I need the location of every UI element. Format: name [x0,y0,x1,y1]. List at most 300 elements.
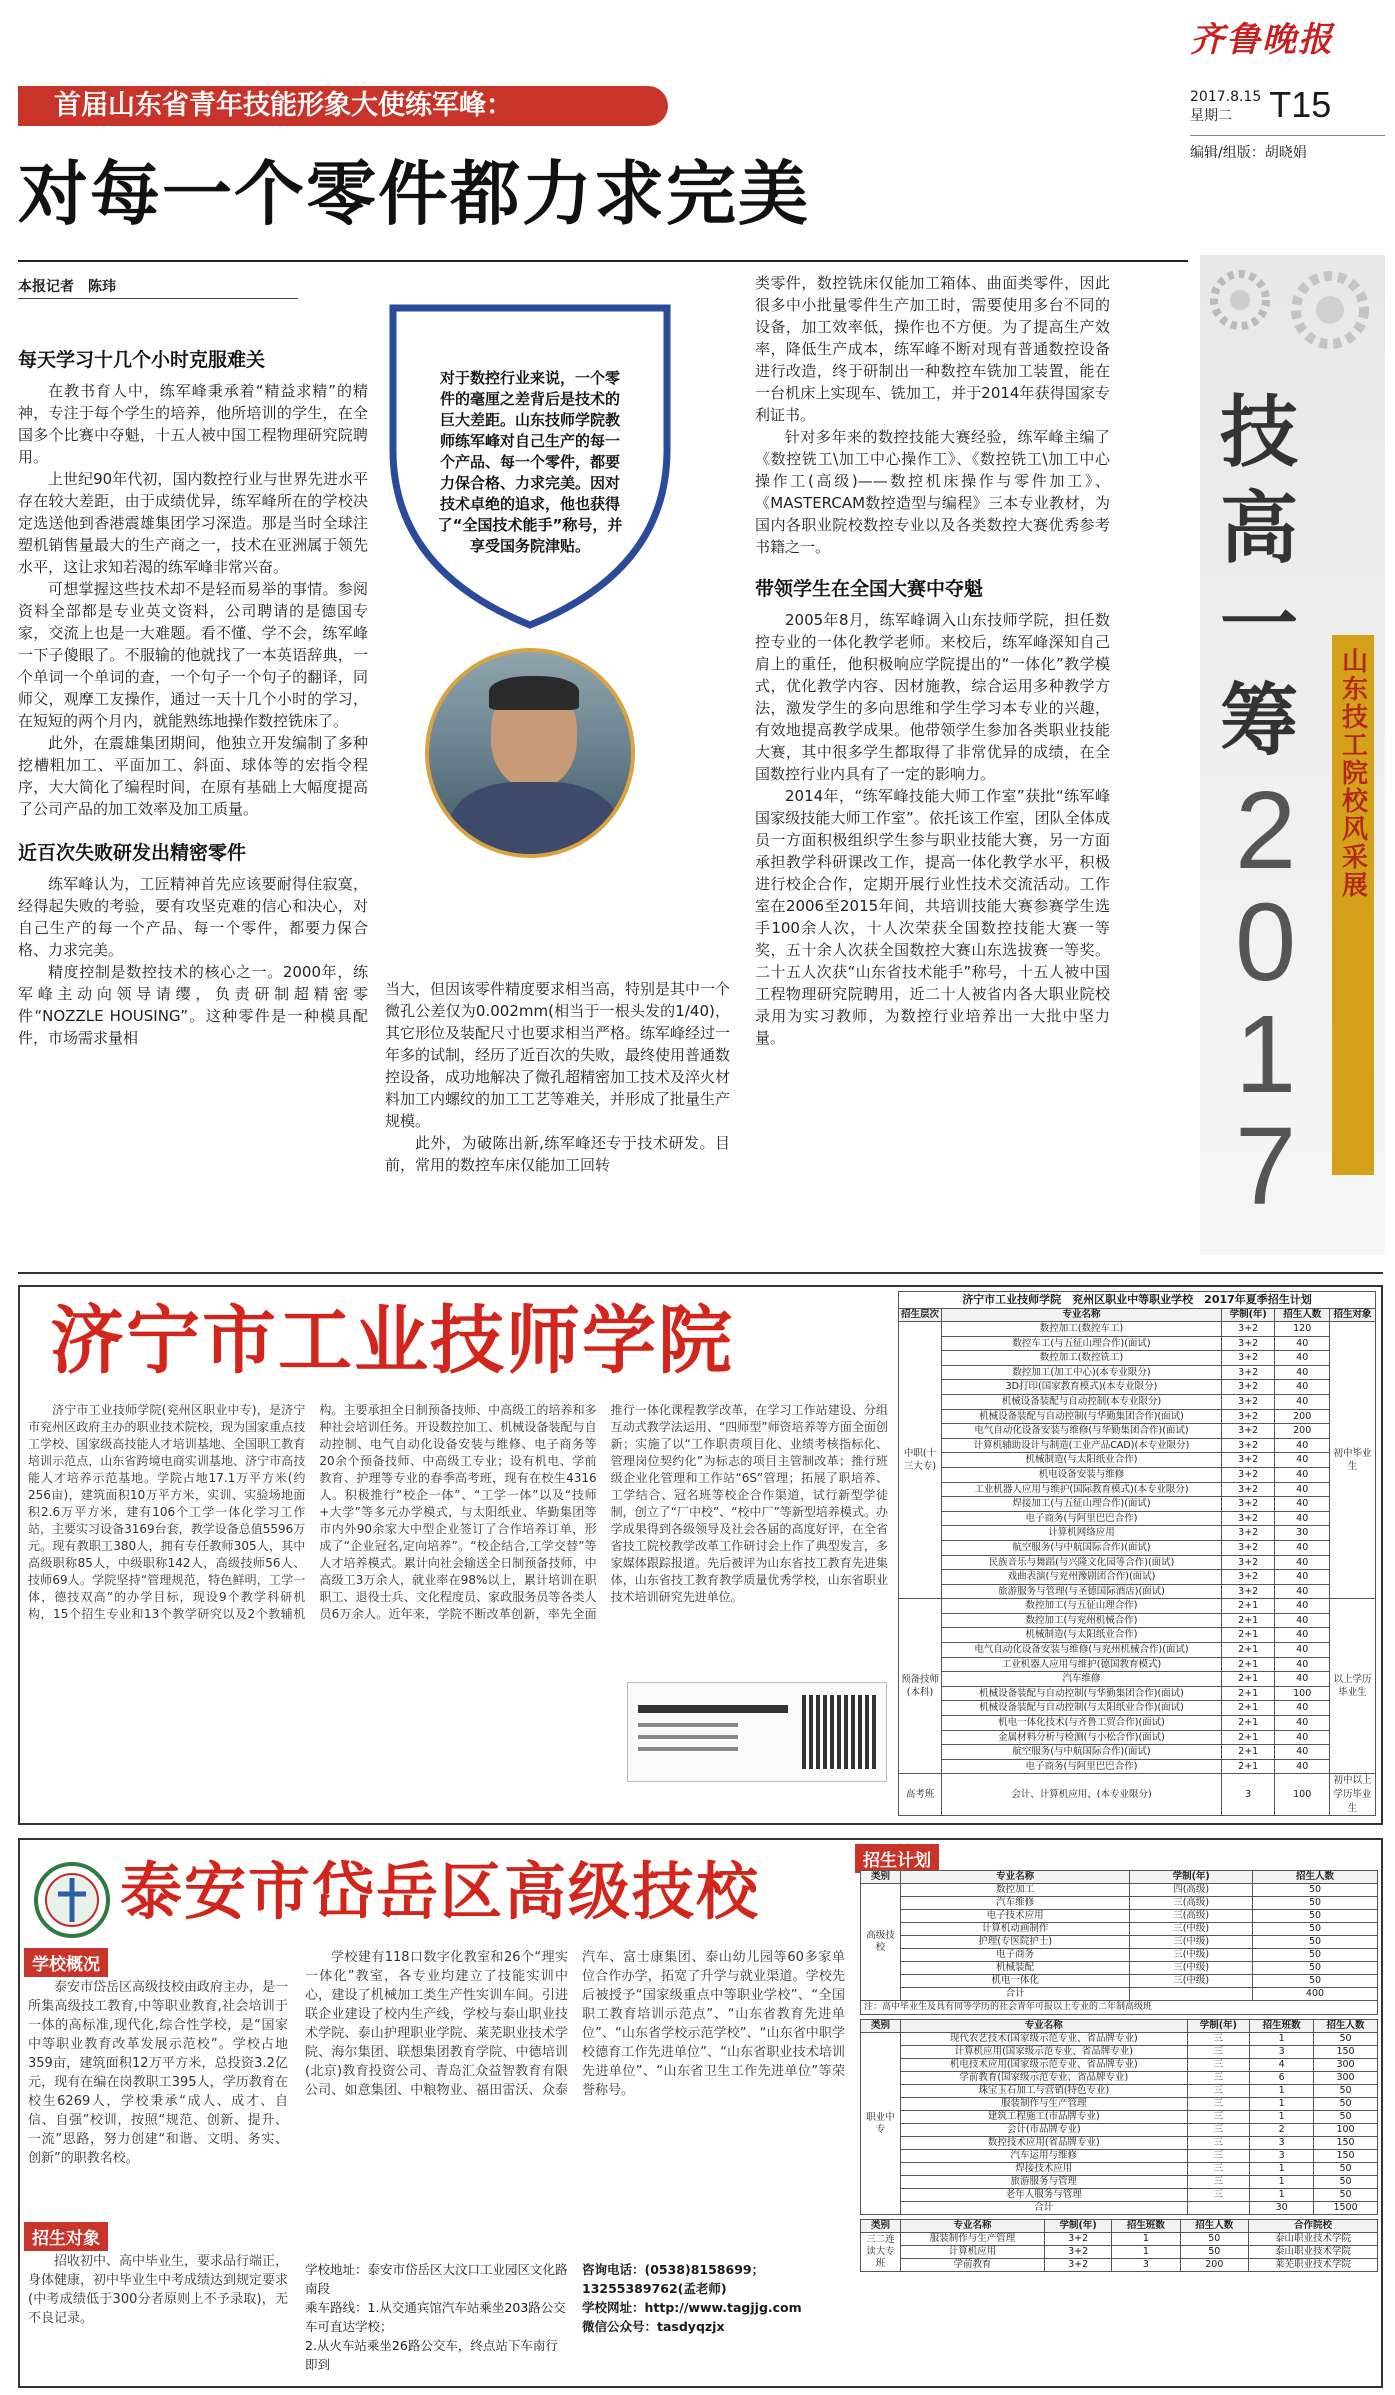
duration-cell: 2+1 [1221,1613,1274,1628]
table-row [861,2189,1378,2202]
cell: 老年人服务与管理 [901,2189,1188,2202]
table-header: 招生对象 [1330,1309,1376,1322]
cell: 服装制作与生产管理 [901,2233,1045,2246]
duration-cell: 2+1 [1221,1672,1274,1687]
major-cell: 旅游服务与管理(与圣德国际酒店)(面试) [942,1584,1222,1599]
table-header: 招生班数 [1250,2020,1314,2033]
cell: 汽车维修 [901,1897,1130,1910]
major-cell: 机电设备安装与维修 [942,1467,1222,1482]
issue-weekday: 星期二 [1190,108,1232,124]
duration-cell: 2+1 [1221,1701,1274,1716]
cell: 1 [1112,2246,1180,2259]
quote-shield [385,300,675,630]
cell: 机电一体化 [901,1975,1130,1988]
cell: 50 [1252,1910,1377,1923]
cell: 机电技术应用(国家级示范专业、省品牌专业) [901,2059,1188,2072]
level-cell: 高考班 [899,1774,942,1816]
table-row [899,1759,1376,1774]
table-header: 专业名称 [901,2020,1188,2033]
quota-cell: 120 [1275,1322,1330,1337]
table-header: 招生班数 [1112,2220,1180,2233]
quota-cell: 200 [1275,1409,1330,1424]
table-row [899,1438,1376,1453]
quota-cell: 40 [1275,1540,1330,1555]
table-row [899,1394,1376,1409]
byline: 本报记者 陈玮 [18,276,298,299]
newspaper-logo: 齐鲁晚报 [1190,20,1334,60]
duration-cell: 3+2 [1221,1526,1274,1541]
major-cell: 计算机网络应用 [942,1526,1222,1541]
cell: 50 [1314,2189,1378,2202]
article-col-right: 类零件，数控铣床仅能加工箱体、曲面类零件，因此很多中小批量零件生产加工时，需要使用多台不同的设备，加工效率低，操作也不方便。为了提高生产效率，降低生产成本，练军峰不断对现有普通数控设备进行改造，终于研制出一种数控车铣加工装置，能在一台机床上实现车、铣加工，并于2014年获得国家专利证书。 针对多年来的数控技能大赛经验，练军峰主编了《数控铣工\加工中心操作工》、《数控铣工\加工中心操作工(高级)——数控机床操作与零件加工》、《MASTERCAM数控造型与编程》三本专业教材，为国内各职业院校数控专业以及各类数控大赛优秀参考书籍之一。 带领学生在全国大赛中夺魁 2005年8月，练军峰调入山东技师学院，担任数控专业的一体化教学老师。来校后，练军峰深知自己肩上的重任，他积极响应学院提出的“一体化”教学模式，优化教学内容、因材施教，综合运用多种教学方法，激发学生的多向思维和学生学习本专业的兴趣，有效地提高教学成果。他带领学生参加各类职业技能大赛，其中很多学生都取得了非常优异的成绩，在全国数控行业内具有了一定的影响力。 2014年，“练军峰技能大师工作室”获批“练军峰国家级技能大师工作室”。依托该工作室，团队全体成员一方面积极组织学生参与职业技能大赛，另一方面承担教学科研课改工作，提高一体化教学水平，积极进行校企合作，定期开展行业性技术交流活动。工作室在2006至2015年间，共培训技能大赛参赛学生选手100余人次，十人次荣获全国数控技能大赛一等奖，五十余人次获全国数控大赛山东选拔赛一等奖。二十五人次获“山东省技术能手”称号，十五人被中国工程物理研究院聘用，近二十人被省内各大职业院校录用为实习教师，为数控行业培养出一大批中坚力量。 [755,274,1110,1047]
cell: 1500 [1314,2202,1378,2215]
major-cell: 机械设备装配与自动控制(与华勤集团合作)(面试) [942,1409,1222,1424]
cell: 学前教育 [901,2259,1045,2272]
enroll-plan-tag: 招生计划 [855,1844,939,1873]
cell: 3 [1112,2259,1180,2272]
overview-tag: 学校概况 [24,1948,108,1977]
table-row [899,1599,1376,1614]
table-row [861,2233,1378,2246]
table-header: 专业名称 [901,2220,1045,2233]
cell: 1 [1250,2085,1314,2098]
pull-quote: 对于数控行业来说，一个零件的毫厘之差背后是技术的巨大差距。山东技师学院教师练军峰对自己生产的每一个产品、每一个零件，都要力保合格、力求完美。因对技术卓绝的追求，他也获得了“全国技术能手”称号，并享受国务院津贴。 [437,369,623,555]
major-cell: 机械设备装配与自动控制(与华勤集团合作)(面试) [942,1686,1222,1701]
major-cell: 数控加工(数控铣工) [942,1351,1222,1366]
table-header: 学制(年) [1187,2020,1250,2033]
cell: 30 [1250,2202,1314,2215]
table-row [861,1897,1378,1910]
table-row [861,2246,1378,2259]
major-cell: 数控加工(与五征山理合作) [942,1599,1222,1614]
cell [1187,2202,1250,2215]
cell: 三(中级) [1130,1923,1253,1936]
table-header: 类别 [861,2020,901,2033]
table-row [899,1745,1376,1760]
duration-cell: 3+2 [1221,1453,1274,1468]
table-row [899,1701,1376,1716]
cell: 会计(市品牌专业) [901,2124,1188,2137]
major-cell: 航空服务(与中航国际合作)(面试) [942,1540,1222,1555]
cell: 4 [1250,2059,1314,2072]
quota-cell: 40 [1275,1701,1330,1716]
table-header: 专业名称 [901,1871,1130,1884]
table-header: 类别 [861,1871,901,1884]
quota-cell: 40 [1275,1438,1330,1453]
major-cell: 机械设备装配与自动控制(本专业限分) [942,1394,1222,1409]
table-row [899,1555,1376,1570]
table-row [861,2098,1378,2111]
quota-cell: 40 [1275,1394,1330,1409]
ad2-name: 泰安市岱岳区高级技校 [120,1855,761,1928]
duration-cell: 3+2 [1221,1482,1274,1497]
table-row [861,2137,1378,2150]
cell: 三 [1187,2046,1250,2059]
duration-cell: 3+2 [1221,1409,1274,1424]
duration-cell: 3+2 [1221,1336,1274,1351]
side-banner [1200,255,1385,1255]
duration-cell: 2+1 [1221,1745,1274,1760]
quota-cell: 40 [1275,1555,1330,1570]
quota-cell: 40 [1275,1613,1330,1628]
issue-date: 2017.8.15 [1190,89,1262,105]
table-row [861,2033,1378,2046]
cell: 三 [1187,2085,1250,2098]
table-row [899,1672,1376,1687]
quota-cell: 40 [1275,1643,1330,1658]
duration-cell: 2+1 [1221,1628,1274,1643]
cell: 三 [1187,2072,1250,2085]
level-cell: 预备技师(本科) [899,1599,942,1774]
cell: 50 [1314,2163,1378,2176]
cell: 1 [1250,2098,1314,2111]
cell: 三 [1187,2137,1250,2150]
table-row [899,1730,1376,1745]
table-header: 招生层次 [899,1309,942,1322]
ad2-plan-tables: 类别 专业名称 学制(年) 招生人数 高级技校 数控加工 四(高级) 50 汽车维修 三(高级) 50 电子技术应用 三(高级) 50 计算机动画制作 三(中级) 50 护理(专医院护士) 三(中级) 50 电子商务 三(中级) 50 机械装配 三(中级) 50 机电一体化 三(中级) 50 合计 400 注：高中毕业生及具有同等学历的社会青年可报以上专业的二年制高级班 类别 专业名称 学制(年) 招生班数 招生人数 职业中专 现代农艺技术(国家级示范专业、省品牌专业) 三 1 50 计算机应用(国家级示范专业、省品牌专业) 三 3 150 机电技术应用(国家级示范专业、省品牌专业) 三 4 300 学前教育(国家级示范专业、省品牌专业) 三 6 300 珠宝玉石加工与营销(特色专业) 三 1 50 服装制作与生产管理 三 1 50 建筑工程施工(市品牌专业) 三 1 50 会计(市品牌专业) 三 2 100 数控技术应用(省品牌专业) 三 3 150 汽车运用与维修 三 3 150 焊接技术应用 三 1 50 旅游服务与管理 三 1 50 老年人服务与管理 三 1 50 合计 30 1500 类别 专业名称 学制(年) 招生班数 招生人数 合作院校 三二连读大专班 服装制作与生产管理 3+2 1 50 泰山职业技术学院 计算机应用 3+2 1 50 泰山职业技术学院 学前教育 3+2 3 200 莱芜职业技术学院 [860,1870,1378,2385]
portrait-photo [425,648,635,858]
cell: 汽车运用与维修 [901,2150,1188,2163]
target-cell: 初中毕业生 [1330,1322,1376,1599]
quota-cell: 40 [1275,1672,1330,1687]
cell: 三 [1187,2189,1250,2202]
table-row [899,1482,1376,1497]
cell: 三 [1187,2176,1250,2189]
ad1-text: 济宁市工业技师学院(兖州区职业中专)，是济宁市兖州区政府主办的职业技术院校，现为国家重点技工学校、国家级高技能人才培训基地、全国职工教育培训示范点，山东省跨境电商实训基地、济宁市高技能人才培养示范基地。学院占地17.1万平方米(约256亩)，建筑面积10万平方米，实训、实验场地面积2.6万平方米，建有106个工学一体化学习工作站，主要实习设备3169台套，教学设备总值5596万元。现有教职工380人，拥有专任教师305人，其中高级职称85人，中级职称142人，高级技师56人、技师69人。学院坚持“管理规范，特色鲜明，工学一体，德技双高”的办学目标，现设9个教学科研机构，15个招生专业和13个教学研究以及2个教辅机构。主要承担全日制预备技师、中高级工的培养和多种社会培训任务。开设数控加工、机械设备装配与自动控制、电气自动化设备安装与维修、电子商务等20余个预备技师、中高级工专业；设有机电、学前教育、护理等专业的春季高考班，现有在校生4316人。积极推行“校企一体”、“工学一体”以及“技师+大学”等多元办学模式，与太阳纸业、华勤集团等市内外90余家大中型企业签订了合作培养订单，形成了“企业冠名,定向培养”。“校企结合,工学交替”等人才培养模式。累计向社会输送全日制预备技师，中高级工3万余人，就业率在98%以上，累计培训在职职工、退役士兵、文化程度员、家政服务员等各类人员6万余人。近年来，学院不断改革创新，率先全面推行一体化课程教学改革，在学习工作站建设、分组互动式教学法运用、“四师型”师资培养等方面全面创新；实施了以“工作职责项目化、业绩考核指标化、管理岗位契约化”为标志的项目主管制改革；推行班级企业化管理和工作站“6S”管理；拓展了职培养、工学结合、冠名班等校企合作渠道，试行新型学徒制，创立了“厂中校”、“校中厂”等新型培养模式。办学成果得到各级领导及社会各届的高度好评，在全省省技工院校教学改革工作研讨会上作了典型发言，多家媒体跟踪报道。先后被评为山东省技工教育先进集体，山东省技工教育教学质量优秀学校，山东省职业技术培训研究先进单位。 [28,1403,888,1621]
cell: 计算机应用 [901,2246,1045,2259]
quota-cell: 40 [1275,1336,1330,1351]
table-header: 合作院校 [1249,2220,1378,2233]
cell: 三(中级) [1130,1975,1253,1988]
table-row [899,1540,1376,1555]
target-cell: 初中以上学历毕业生 [1330,1774,1376,1816]
editor-credit: 编辑/组版：胡晓娟 [1190,135,1385,162]
cell: 50 [1314,2111,1378,2124]
duration-cell: 3+2 [1221,1555,1274,1570]
duration-cell: 3+2 [1221,1322,1274,1337]
quota-cell: 40 [1275,1730,1330,1745]
duration-cell: 2+1 [1221,1599,1274,1614]
table-row [899,1613,1376,1628]
table-header: 学制(年) [1045,2220,1112,2233]
major-cell: 数控加工(数控车工) [942,1322,1222,1337]
cell: 三 [1187,2124,1250,2137]
ad1-name: 济宁市工业技师学院 [50,1298,734,1384]
table-row [899,1424,1376,1439]
cell: 三 [1187,2098,1250,2111]
cell: 三(中级) [1130,1936,1253,1949]
cell: 150 [1314,2137,1378,2150]
major-cell: 机械制造(与太阳纸业合作) [942,1453,1222,1468]
cell: 三(中级) [1130,1949,1253,1962]
table-row [861,1936,1378,1949]
cell: 100 [1314,2124,1378,2137]
table-row [899,1380,1376,1395]
cell: 三 [1187,2163,1250,2176]
major-cell: 汽车维修 [942,1672,1222,1687]
major-cell: 电子商务(与阿里巴巴合作) [942,1511,1222,1526]
quota-cell: 40 [1275,1365,1330,1380]
table-row [861,1962,1378,1975]
cell: 150 [1314,2046,1378,2059]
section-title-2: 近百次失败研发出精密零件 [18,842,247,864]
cell: 50 [1180,2246,1248,2259]
cell: 莱芜职业技术学院 [1249,2259,1378,2272]
table-row [861,2202,1378,2215]
quota-cell: 40 [1275,1380,1330,1395]
quota-cell: 100 [1275,1774,1330,1816]
table-row [899,1526,1376,1541]
article-col-left: 每天学习十几个小时克服难关 在教书育人中，练军峰秉承着“精益求精”的精神，专注于每个学生的培养，他所培训的学生，在全国多个比赛中夺魁，十五人被中国工程物理研究院聘用。 上世纪90年代初，国内数控行业与世界先进水平存在较大差距，由于成绩优异，练军峰所在的学校决定选送他到香港震雄集团学习深造。那是当时全球注塑机销售量最大的生产商之一，技术在亚洲属于领先水平，这让求知若渴的练军峰非常兴奋。 可想掌握这些技术却不是轻而易举的事情。参阅资料全部都是专业英文资料，公司聘请的是德国专家，交流上也是一大难题。看不懂、学不会，练军峰一下子傻眼了。不服输的他就找了一本英语辞典，一个单词一个单词的查，一个句子一个句子的翻译，同师父，观摩工友操作，通过一天十几个小时的学习，在短短的两个月内，就能熟练地操作数控铣床了。 此外，在震雄集团期间，他独立开发编制了多种挖槽粗加工、平面加工、斜面、球体等的宏指令程序，大大简化了编程时间，在原有基础上大幅度提高了公司产品的加工效率及加工质量。 近百次失败研发出精密零件 练军峰认为，工匠精神首先应该要耐得住寂寞，经得起失败的考验，要有攻坚克难的信心和决心，对自己生产的每一个产品、每一个零件，都要力保合格、力求完美。 精度控制是数控技术的核心之一。2000年，练军峰主动向领导请缨，负责研制超精密零件“NOZZLE HOUSING”。这种零件是一种模具配件，市场需求量相 [18,335,368,1049]
cell: 计算机动画制作 [901,1923,1130,1936]
table-row [899,1497,1376,1512]
duration-cell: 3+2 [1221,1497,1274,1512]
table-row [899,1716,1376,1731]
major-cell: 会计、计算机应用、(本专业限分) [942,1774,1222,1816]
major-cell: 电子商务(与阿里巴巴合作) [942,1759,1222,1774]
cell: 旅游服务与管理 [901,2176,1188,2189]
cell: 四(高级) [1130,1884,1253,1897]
cell: 三 [1187,2111,1250,2124]
duration-cell: 2+1 [1221,1643,1274,1658]
table-header: 招生人数 [1180,2220,1248,2233]
major-cell: 机电一体化技术(与齐鲁工贸合作)(面试) [942,1716,1222,1731]
section-title-1: 每天学习十几个小时克服难关 [18,349,266,371]
cell: 数控加工 [901,1884,1130,1897]
table-header: 学制(年) [1130,1871,1253,1884]
cell: 50 [1252,1897,1377,1910]
quota-cell: 30 [1275,1526,1330,1541]
major-cell: 戏曲表演(与兖州豫剧团合作)(面试) [942,1570,1222,1585]
major-cell: 工业机器人应用与维护(德国教育模式) [942,1657,1222,1672]
duration-cell: 2+1 [1221,1657,1274,1672]
major-cell: 工业机器人应用与维护(国际教育模式)(本专业限分) [942,1482,1222,1497]
cell: 现代农艺技术(国家级示范专业、省品牌专业) [901,2033,1188,2046]
cell: 200 [1180,2259,1248,2272]
table-row [861,2111,1378,2124]
table-row [899,1453,1376,1468]
cell: 1 [1250,2176,1314,2189]
quota-cell: 40 [1275,1453,1330,1468]
cell: 护理(专医院护士) [901,1936,1130,1949]
category-cell: 职业中专 [861,2033,901,2215]
table-row [861,1923,1378,1936]
table-row [899,1657,1376,1672]
banner-year: 2017 [1235,769,1297,1228]
table-row [861,2085,1378,2098]
cell: 电子商务 [901,1949,1130,1962]
banner-subtitle: 山东技工院校风采展 [1332,635,1374,1175]
table-header: 学制(年) [1221,1309,1274,1322]
quota-cell: 200 [1275,1424,1330,1439]
cell: 三 [1187,2059,1250,2072]
cell: 三(高级) [1130,1897,1253,1910]
major-cell: 机械设备装配与自动控制(与太阳纸业合作)(面试) [942,1701,1222,1716]
masthead [1190,12,1385,222]
duration-cell: 3+2 [1221,1540,1274,1555]
table-row [899,1336,1376,1351]
ad1-enrollment-table: 济宁市工业技师学院 兖州区职业中等职业学校 2017年夏季招生计划 招生层次 专业名称 学制(年) 招生人数 招生对象 中职(十三大专) 数控加工(数控车工) 3+2 120 初中毕业生 数控车工(与五征山理合作)(面试) 3+2 40 数控加工(数控铣工) 3+2 40 数控加工(加工中心)(本专业限分) 3+2 40 3D打印(国家教育模式)(本专业限分) 3+2 40 机械设备装配与自动控制(本专业限分) 3+2 40 机械设备装配与自动控制(与华勤集团合作)(面试) 3+2 200 电气自动化设备安装与维修(与华勤集团合作)(面试) 3+2 200 计算机辅助设计与制造(工业产品CAD)(本专业限分) 3+2 40 机械制造(与太阳纸业合作) 3+2 40 机电设备安装与维修 3+2 40 工业机器人应用与维护(国际教育模式)(本专业限分) 3+2 40 焊接加工(与五征山理合作)(面试) 3+2 40 电子商务(与阿里巴巴合作) 3+2 40 计算机网络应用 3+2 30 航空服务(与中航国际合作)(面试) 3+2 40 民族音乐与舞蹈(与兴隆文化园等合作)(面试) 3+2 40 戏曲表演(与兖州豫剧团合作)(面试) 3+2 40 旅游服务与管理(与圣德国际酒店)(面试) 3+2 40 预备技师(本科) 数控加工(与五征山理合作) 2+1 40 以上学历毕业生 数控加工(与兖州机械合作) 2+1 40 机械制造(与太阳纸业合作) 2+1 40 电气自动化设备安装与维修(与兖州机械合作)(面试) 2+1 40 工业机器人应用与维护(德国教育模式) 2+1 40 汽车维修 2+1 40 机械设备装配与自动控制(与华勤集团合作)(面试) 2+1 100 机械设备装配与自动控制(与太阳纸业合作)(面试) 2+1 40 机电一体化技术(与齐鲁工贸合作)(面试) 2+1 40 金属材料分析与检测(与小松合作)(面试) 2+1 40 航空服务(与中航国际合作)(面试) 2+1 40 电子商务(与阿里巴巴合作) 2+1 40 高考班 会计、计算机应用、(本专业限分) 3 100 初中以上学历毕业生 [898,1291,1376,1819]
school-logo-icon [32,1860,112,1940]
cell: 1 [1250,2111,1314,2124]
table-row [899,1584,1376,1599]
cell: 学前教育(国家级示范专业、省品牌专业) [901,2072,1188,2085]
cell: 50 [1252,1923,1377,1936]
table-row [861,2163,1378,2176]
duration-cell: 2+1 [1221,1686,1274,1701]
duration-cell: 2+1 [1221,1716,1274,1731]
major-cell: 计算机辅助设计与制造(工业产品CAD)(本专业限分) [942,1438,1222,1453]
cell: 三 [1187,2150,1250,2163]
cell: 50 [1252,1962,1377,1975]
quota-cell: 40 [1275,1745,1330,1760]
cell: 3+2 [1045,2259,1112,2272]
cell: 50 [1314,2098,1378,2111]
duration-cell: 3+2 [1221,1380,1274,1395]
duration-cell: 3+2 [1221,1438,1274,1453]
quota-cell: 40 [1275,1584,1330,1599]
category-cell: 高级技校 [861,1884,901,2001]
category-cell: 三二连读大专班 [861,2233,901,2272]
quota-cell: 40 [1275,1482,1330,1497]
duration-cell: 3+2 [1221,1584,1274,1599]
quota-cell: 40 [1275,1716,1330,1731]
cell: 50 [1252,1975,1377,1988]
cell: 6 [1250,2072,1314,2085]
duration-cell: 3+2 [1221,1394,1274,1409]
cell: 300 [1314,2059,1378,2072]
contact-block: 学校地址：泰安市岱岳区大汶口工业园区文化路南段 乘车路线：1.从交通宾馆汽车站乘坐203路公交车可直达学校； 2.从火车站乘坐26路公交车，终点站下车南行即到 咨询电话：(0538)8158699；13255389762(孟老师) 学校网址：http://www.tagjjg.com 微信公众号：tasdyqzjx [305,2262,802,2372]
table-row [899,1686,1376,1701]
cell: 1 [1250,2033,1314,2046]
table-row [861,2124,1378,2137]
cell: 400 [1252,1988,1377,2001]
quota-cell: 40 [1275,1628,1330,1643]
cell: 3 [1250,2150,1314,2163]
cell: 三 [1187,2033,1250,2046]
table-row [861,1975,1378,1988]
cell: 1 [1112,2233,1180,2246]
table-row [861,1884,1378,1897]
table-row [899,1322,1376,1337]
table-row [899,1643,1376,1658]
table-row [899,1570,1376,1585]
major-cell: 机械制造(与太阳纸业合作) [942,1628,1222,1643]
target-cell: 以上学历毕业生 [1330,1599,1376,1774]
cell: 服装制作与生产管理 [901,2098,1188,2111]
page-number: T15 [1269,84,1332,125]
cell: 三(中级) [1130,1962,1253,1975]
duration-cell: 3 [1221,1774,1274,1816]
duration-cell: 2+1 [1221,1759,1274,1774]
section-title-3: 带领学生在全国大赛中夺魁 [755,578,984,600]
quota-cell: 40 [1275,1467,1330,1482]
table-header: 专业名称 [942,1309,1222,1322]
banner-title: 技高一筹 [1220,387,1299,766]
cell: 机械装配 [901,1962,1130,1975]
cell: 3 [1250,2046,1314,2059]
cell: 焊接技术应用 [901,2163,1188,2176]
cell: 3+2 [1045,2233,1112,2246]
cell: 50 [1314,2033,1378,2046]
cell [1130,1988,1253,2001]
table-row [899,1628,1376,1643]
duration-cell: 3+2 [1221,1511,1274,1526]
table-row [861,1949,1378,1962]
table-row [861,1910,1378,1923]
qr-card [627,1682,887,1782]
cell: 电子技术应用 [901,1910,1130,1923]
cell: 3+2 [1045,2246,1112,2259]
enroll-target-tag: 招生对象 [24,2222,108,2251]
table-row [899,1774,1376,1816]
table-row [861,2046,1378,2059]
major-cell: 数控加工(加工中心)(本专业限分) [942,1365,1222,1380]
cell: 计算机应用(国家级示范专业、省品牌专业) [901,2046,1188,2059]
cell: 300 [1314,2072,1378,2085]
cell: 1 [1250,2163,1314,2176]
quota-cell: 40 [1275,1570,1330,1585]
cell: 2 [1250,2124,1314,2137]
table-row [899,1351,1376,1366]
major-cell: 金属材料分析与检测(与小松合作)(面试) [942,1730,1222,1745]
table-row [861,2150,1378,2163]
quota-cell: 100 [1275,1686,1330,1701]
quota-cell: 40 [1275,1759,1330,1774]
quota-cell: 40 [1275,1599,1330,1614]
duration-cell: 3+2 [1221,1351,1274,1366]
major-cell: 3D打印(国家教育模式)(本专业限分) [942,1380,1222,1395]
cell: 50 [1180,2233,1248,2246]
duration-cell: 3+2 [1221,1570,1274,1585]
quota-cell: 40 [1275,1657,1330,1672]
cell: 150 [1314,2150,1378,2163]
major-cell: 数控车工(与五征山理合作)(面试) [942,1336,1222,1351]
duration-cell: 3+2 [1221,1424,1274,1439]
headline-title: 对每一个零件都力求完美 [18,152,810,235]
cell: 50 [1314,2176,1378,2189]
duration-cell: 3+2 [1221,1467,1274,1482]
ad-taian: 泰安市岱岳区高级技校 学校概况 泰安市岱岳区高级技校由政府主办，是一所集高级技工教育,中等职业教育,社会培训于一体的高标准,现代化,综合性学校，是“国家中等职业教育改革发展示范校”。学校占地359亩，建筑面积12万平方米，总投资3.2亿元，现有在编在岗教职工395人，学历教育在校生6269人，学校秉承“成人、成才、自信、自强”校训，按照“规范、创新、提升、一流”思路，努力创建“和谐、文明、务实、创新”的职教名校。 招生对象 招收初中、高中毕业生，要求品行端正，身体健康，初中毕业生中考成绩达到规定要求(中考成绩低于300分者原则上不予录取)，无不良记录。 学校建有118口数字化教室和26个“理实一体化”教室，各专业均建立了技能实训中心，建设了机械加工类生产性实训车间。引进联企业建设了校内生产线，学校与泰山职业技术学院、泰山护理职业学院、莱芜职业技术学院、海尔集团、联想集团教育学院、中德培训(北京)教育投资公司、青岛汇众益智教育有限公司、如意集团、中粮物业、福田雷沃、众泰汽车、富士康集团、泰山幼儿园等60多家单位合作办学，拓宽了升学与就业渠道。学校先后被授予“国家级重点中等职业学校”、“全国职工教育培训示范点”、“山东省教育先进单位”、“山东省学校示范学校”、“山东省中职学校德育工作先进单位”、“山东省职业技术培训先进单位”、“山东省卫生工作先进单位”等荣誉称号。 学校地址：泰安市岱岳区大汶口工业园区文化路南段 乘车路线：1.从交通宾馆汽车站乘坐203路公交车可直达学校； 2.从火车站乘坐26路公交车，终点站下车南行即到 咨询电话：(0538)8158699；13255389762(孟老师) 学校网址：http://www.tagjjg.com 微信公众号：tasdyqzjx 招生计划 类别 专业名称 学制(年) 招生人数 高级技校 数控加工 四(高级) 50 汽车维修 三(高级) 50 电子技术应用 三(高级) 50 计算机动画制作 三(中级) 50 护理(专医院护士) 三(中级) 50 电子商务 三(中级) 50 机械装配 三(中级) 50 机电一体化 三(中级) 50 合计 400 注：高中毕业生及具有同等学历的社会青年可报以上专业的二年制高级班 类别 专业名称 学制(年) 招生班数 招生人数 职业中专 现代农艺技术(国家级示范专业、省品牌专业) 三 1 50 计算机应用(国家级示范专业、省品牌专业) 三 3 150 机电技术应用(国家级示范专业、省品牌专业) 三 4 300 学前教育(国家级示范专业、省品牌专业) 三 6 300 珠宝玉石加工与营销(特色专业) 三 1 50 服装制作与生产管理 三 1 50 建筑工程施工(市品牌专业) 三 1 50 会计(市品牌专业) 三 2 100 数控技术应用(省品牌专业) 三 3 150 汽车运用与维修 三 3 150 焊接技术应用 三 1 50 旅游服务与管理 三 1 50 老年人服务与管理 三 1 50 合计 30 1500 类别 专业名称 学制(年) 招生班数 招生人数 合作院校 三二连读大专班 服装制作与生产管理 3+2 1 50 泰山职业技术学院 计算机应用 3+2 1 50 泰山职业技术学院 学前教育 3+2 3 200 莱芜职业技术学院 [18,1838,1383,2388]
cell: 50 [1252,1884,1377,1897]
cell: 数控技术应用(省品牌专业) [901,2137,1188,2150]
major-cell: 民族音乐与舞蹈(与兴隆文化园等合作)(面试) [942,1555,1222,1570]
qr-code-icon [802,1695,876,1769]
major-cell: 航空服务(与中航国际合作)(面试) [942,1745,1222,1760]
cell: 三(高级) [1130,1910,1253,1923]
table-row [861,2072,1378,2085]
cell: 1 [1250,2189,1314,2202]
cell: 珠宝玉石加工与营销(特色专业) [901,2085,1188,2098]
duration-cell: 3+2 [1221,1365,1274,1380]
cell: 合计 [901,2202,1188,2215]
table-header: 类别 [861,2220,901,2233]
level-cell: 中职(十三大专) [899,1322,942,1599]
duration-cell: 2+1 [1221,1730,1274,1745]
ad-jining [18,1285,1383,1825]
cell: 泰山职业技术学院 [1249,2233,1378,2246]
gear-icon [1200,255,1385,395]
cell: 50 [1252,1949,1377,1962]
cell: 50 [1252,1936,1377,1949]
quota-cell: 40 [1275,1351,1330,1366]
cell: 3 [1250,2137,1314,2150]
major-cell: 电气自动化设备安装与维修(与兖州机械合作)(面试) [942,1643,1222,1658]
table-row [899,1365,1376,1380]
table-row [899,1409,1376,1424]
headline-kicker: 首届山东省青年技能形象大使练军峰： [18,86,668,126]
table-header: 招生人数 [1252,1871,1377,1884]
